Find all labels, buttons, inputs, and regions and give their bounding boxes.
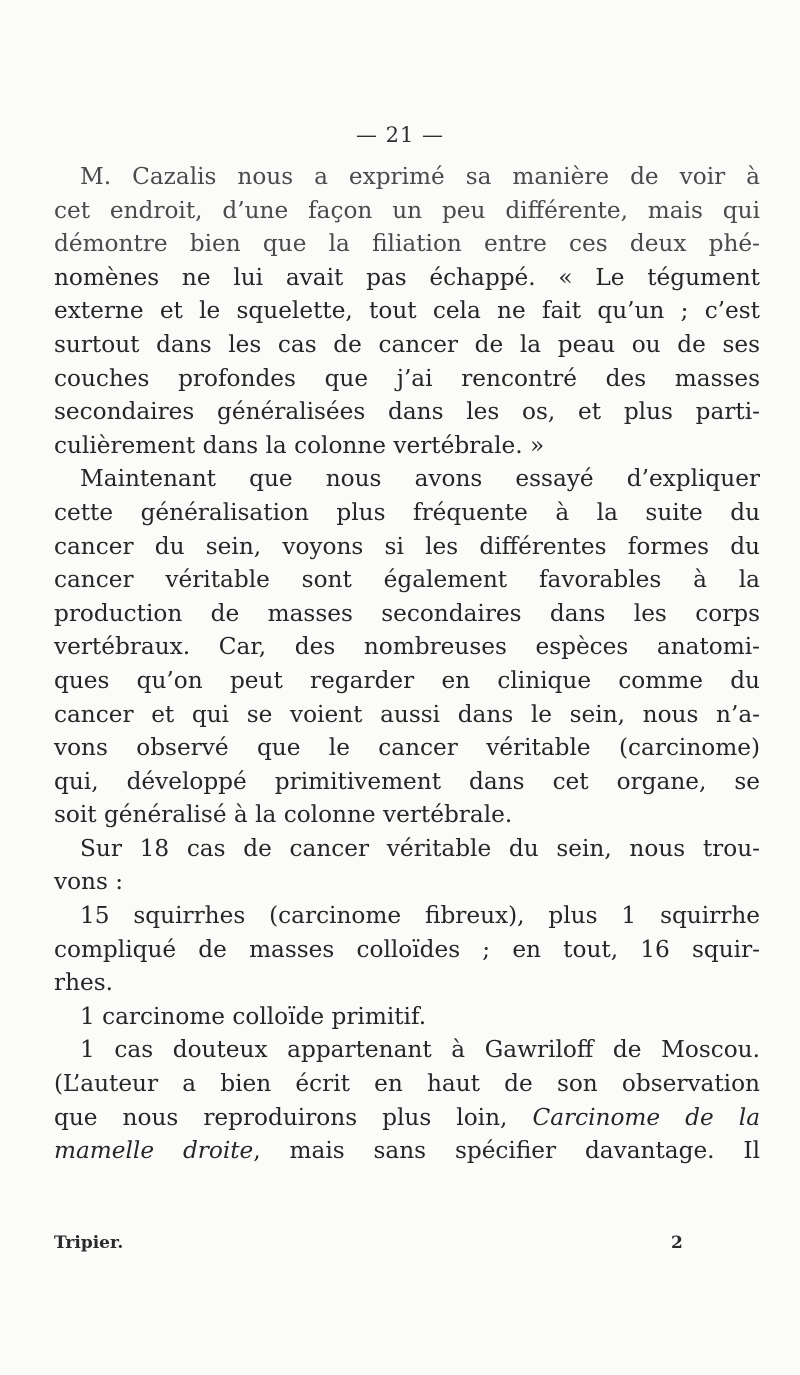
text-line: démontre bien que la filiation entre ces deux phé- (54, 230, 760, 258)
paragraph-doubtful-case (54, 1033, 760, 1167)
text-line: ques qu’on peut regarder en clinique comme du (54, 666, 760, 694)
body-text (54, 160, 760, 1168)
paragraph-case-count (54, 832, 760, 899)
text-line: vons observé que le cancer véritable (carcinome) (54, 734, 760, 762)
page-number: — 21 — (355, 123, 445, 147)
text-line: nomènes ne lui avait pas échappé. « Le tégument (54, 263, 760, 291)
text-line: cet endroit, d’une façon un peu différente, mais qui (54, 196, 760, 224)
text-line: cancer et qui se voient aussi dans le sein, nous n’a- (54, 700, 760, 728)
text-segment: que nous reproduirons plus loin, (54, 1103, 508, 1131)
text-line: Sur 18 cas de cancer véritable du sein, nous trou- (80, 834, 760, 862)
text-line: vertébraux. Car, des nombreuses espèces anatomi- (54, 633, 760, 661)
text-line: 1 cas douteux appartenant à Gawriloff de Moscou. (80, 1036, 760, 1064)
text-line: rhes. (54, 969, 114, 997)
text-line: cancer véritable sont également favorables à la (54, 566, 760, 594)
text-line: secondaires généralisées dans les os, et plus parti- (54, 398, 760, 426)
paragraph-generalisation (54, 462, 760, 832)
text-line: production de masses secondaires dans les corps (54, 599, 760, 627)
text-line: couches profondes que j’ai rencontré des masses (54, 364, 760, 392)
text-segment: , mais sans spécifier davantage. Il (253, 1137, 760, 1165)
text-line (54, 1101, 760, 1135)
page-footer (54, 1233, 760, 1261)
paragraph-squirrhes (54, 899, 760, 1000)
text-line: M. Cazalis nous a exprimé sa manière de voir à (80, 163, 760, 190)
italic-title: Carcinome de la (532, 1103, 761, 1131)
paragraph-cazalis-quote (54, 160, 760, 462)
text-line: qui, développé primitivement dans cet organe, se (54, 767, 760, 795)
text-line: (L’auteur a bien écrit en haut de son observation (54, 1070, 760, 1098)
sheet-number: 2 (671, 1233, 683, 1253)
text-line (54, 1134, 760, 1168)
printer-signature: Tripier. (54, 1233, 124, 1253)
text-line: culièrement dans la colonne vertébrale. » (54, 431, 545, 459)
text-line: 1 carcinome colloïde primitif. (80, 1002, 427, 1030)
italic-title: mamelle droite (54, 1137, 254, 1165)
text-line: cancer du sein, voyons si les différentes formes du (54, 532, 760, 560)
text-line: surtout dans les cas de cancer de la peau ou de ses (54, 330, 760, 358)
text-line: externe et le squelette, tout cela ne fait qu’un ; c’est (54, 297, 760, 325)
text-line: cette généralisation plus fréquente à la suite du (54, 498, 760, 526)
text-line: vons : (54, 868, 124, 896)
text-line: 15 squirrhes (carcinome fibreux), plus 1 squirrhe (80, 902, 760, 930)
text-line: compliqué de masses colloïdes ; en tout, 16 squir- (54, 935, 760, 963)
paragraph-colloid (54, 1000, 760, 1034)
text-line: Maintenant que nous avons essayé d’expliquer (80, 465, 760, 493)
text-line: soit généralisé à la colonne vertébrale. (54, 801, 513, 829)
